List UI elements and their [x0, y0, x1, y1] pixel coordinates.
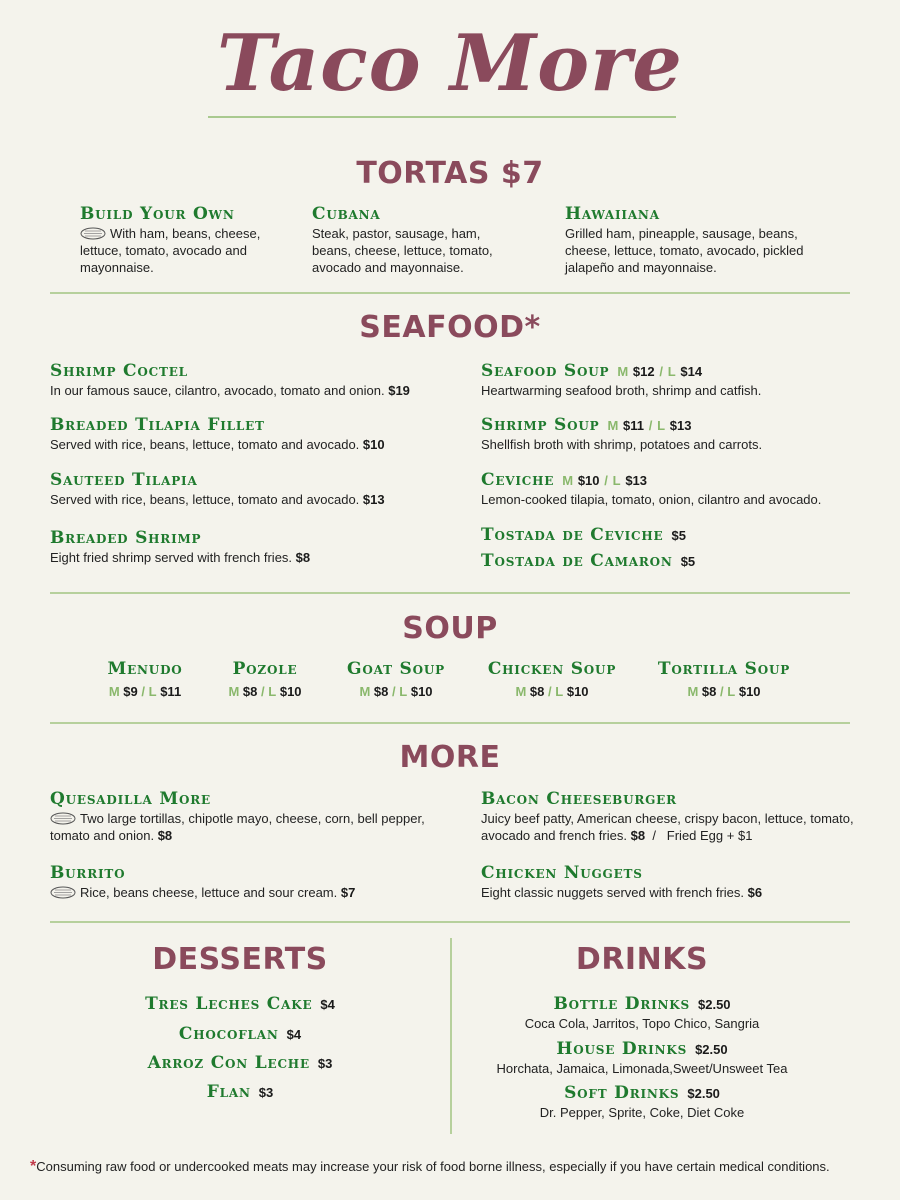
section-title-seafood: SEAFOOD* [359, 310, 541, 345]
item-name: Menudo [107, 659, 183, 679]
price-large: $13 [625, 473, 648, 488]
size-large-label: L [399, 684, 408, 699]
restaurant-logo: Taco More [217, 18, 683, 109]
item-name: Pozole [232, 659, 298, 679]
item-description: With ham, beans, cheese, lettuce, tomato, avocado and mayonnaise. [80, 226, 261, 275]
item-description: Steak, pastor, sausage, ham, beans, cheese, lettuce, tomato, avocado and mayonnaise. [312, 226, 493, 275]
size-large-label: L [148, 684, 157, 699]
item-name: Breaded Tilapia Fillet [50, 415, 265, 435]
item-name: Breaded Shrimp [50, 528, 202, 548]
item-price: $4 [286, 1027, 302, 1042]
size-large-label: L [612, 473, 621, 488]
size-separator: / [261, 684, 265, 699]
item-name: Shrimp Coctel [50, 361, 188, 381]
menu-item-hawaiiana [565, 204, 840, 276]
item-price: $3 [317, 1056, 333, 1071]
item-name: Soft Drinks [564, 1083, 680, 1103]
item-description: Grilled ham, pineapple, sausage, beans, cheese, lettuce, tomato, avocado, pickled jalapeño and mayonnaise. [565, 226, 804, 275]
size-medium-label: M [617, 364, 629, 379]
item-name: Flan [206, 1082, 251, 1102]
item-description: Horchata, Jamaica, Limonada,Sweet/Unsweet Tea [496, 1061, 788, 1076]
size-separator: / [548, 684, 552, 699]
menu-item-pozole [212, 659, 318, 700]
section-title-drinks: DRINKS [575, 942, 709, 977]
item-name: Chocoflan [178, 1024, 279, 1044]
item-price: $8 [630, 828, 646, 843]
item-price: $5 [671, 528, 686, 543]
item-description: Rice, beans cheese, lettuce and sour cream. [80, 885, 338, 900]
size-separator: / [604, 473, 608, 488]
item-price: $8 [157, 828, 173, 843]
size-medium-label: M [228, 684, 240, 699]
size-large-label: L [727, 684, 736, 699]
size-medium-label: M [607, 418, 619, 433]
item-description: In our famous sauce, cilantro, avocado, tomato and onion. [50, 383, 385, 398]
menu-item-chicken-nuggets [481, 863, 861, 901]
menu-item-shrimp-coctel [50, 361, 470, 399]
item-name: Tres Leches Cake [145, 994, 313, 1014]
item-price: $4 [320, 997, 335, 1012]
price-large: $11 [160, 684, 182, 699]
item-name: Quesadilla More [50, 789, 211, 809]
item-description: Served with rice, beans, lettuce, tomato and avocado. [50, 437, 360, 452]
item-name: Tostada de Ceviche [481, 525, 664, 545]
section-title-tortas: TORTAS $7 [356, 156, 544, 191]
section-divider [50, 722, 850, 724]
price-medium: $11 [623, 418, 645, 433]
item-name: Tostada de Camaron [481, 551, 673, 571]
gluten-free-icon [80, 227, 106, 240]
item-description: Heartwarming seafood broth, shrimp and catfish. [481, 383, 762, 398]
section-divider [50, 921, 850, 923]
item-price: $2.50 [687, 1086, 720, 1101]
gluten-free-icon [50, 812, 76, 825]
item-name: Seafood Soup [481, 361, 610, 381]
size-separator: / [659, 364, 663, 379]
size-medium-label: M [108, 684, 120, 699]
menu-item-chicken-soup [472, 659, 632, 700]
section-title-more: MORE [399, 740, 501, 775]
item-price: $7 [340, 885, 356, 900]
price-large: $10 [566, 684, 589, 699]
size-large-label: L [667, 364, 676, 379]
item-name: Tortilla Soup [657, 659, 791, 679]
size-separator: / [648, 418, 653, 433]
menu-item-build-your-own [80, 204, 280, 276]
size-large-label: L [268, 684, 277, 699]
menu-item-soft-drinks [462, 1083, 822, 1121]
menu-item-goat-soup [336, 659, 456, 700]
item-description: Served with rice, beans, lettuce, tomato and avocado. [50, 492, 360, 507]
price-medium: $8 [373, 684, 389, 699]
price-medium: $8 [242, 684, 258, 699]
size-large-label: L [555, 684, 564, 699]
menu-item-bottle-drinks [462, 994, 822, 1032]
item-extra: Fried Egg + $1 [666, 828, 753, 843]
menu-item-cubana [312, 204, 522, 276]
menu-item-arroz-con-leche [40, 1053, 440, 1073]
size-medium-label: M [515, 684, 527, 699]
menu-item-shrimp-soup [481, 415, 861, 453]
item-description: Lemon-cooked tilapia, tomato, onion, cilantro and avocado. [481, 492, 822, 507]
raw-food-disclaimer [30, 1158, 830, 1176]
item-description: Eight fried shrimp served with french fries. [50, 550, 293, 565]
item-name: Hawaiiana [565, 204, 660, 224]
item-description: Two large tortillas, chipotle mayo, cheese, corn, bell pepper, tomato and onion. [50, 811, 425, 843]
item-name: Shrimp Soup [481, 415, 600, 435]
price-medium: $9 [123, 684, 138, 699]
disclaimer-text: Consuming raw food or undercooked meats may increase your risk of food borne illness, especially if you have certain medical conditions. [36, 1159, 830, 1174]
menu-item-quesadilla-more [50, 789, 430, 844]
menu-item-ceviche [481, 470, 861, 508]
item-price: $2.50 [695, 1042, 728, 1057]
logo-divider [208, 116, 676, 118]
item-name: House Drinks [556, 1039, 688, 1059]
size-medium-label: M [562, 473, 574, 488]
size-medium-label: M [687, 684, 699, 699]
item-name: Arroz Con Leche [147, 1053, 310, 1073]
menu-item-sauteed-tilapia [50, 470, 470, 508]
size-medium-label: M [359, 684, 371, 699]
item-price: $8 [295, 550, 311, 565]
item-name: Sauteed Tilapia [50, 470, 198, 490]
section-divider [50, 592, 850, 594]
item-description: Eight classic nuggets served with french fries. [481, 885, 745, 900]
menu-item-seafood-soup [481, 361, 861, 399]
item-name: Goat Soup [347, 659, 445, 679]
price-large: $14 [680, 364, 703, 379]
menu-item-chocoflan [40, 1024, 440, 1044]
menu-item-burrito [50, 863, 430, 901]
size-separator: / [392, 684, 396, 699]
item-name: Chicken Nuggets [481, 863, 643, 883]
size-separator: / [141, 684, 145, 699]
menu-item-tres-leches-cake [40, 994, 440, 1014]
item-price: $19 [388, 383, 410, 398]
item-description: Juicy beef patty, American cheese, crispy bacon, lettuce, tomato, avocado and french fries. [481, 811, 854, 843]
size-large-label: L [657, 418, 666, 433]
price-medium: $12 [632, 364, 655, 379]
item-name: Ceviche [481, 470, 555, 490]
asterisk: * [30, 1158, 37, 1175]
item-description: Shellfish broth with shrimp, potatoes and carrots. [481, 437, 763, 452]
menu-item-breaded-shrimp [50, 528, 470, 566]
item-name: Burrito [50, 863, 126, 883]
menu-item-menudo [90, 659, 200, 700]
price-medium: $8 [529, 684, 545, 699]
gluten-free-icon [50, 886, 76, 899]
item-name: Bacon Cheeseburger [481, 789, 677, 809]
section-title-desserts: DESSERTS [152, 942, 328, 977]
item-name: Bottle Drinks [553, 994, 690, 1014]
item-name: Chicken Soup [487, 659, 617, 679]
size-separator: / [720, 684, 724, 699]
section-divider [50, 292, 850, 294]
menu-item-tortilla-soup [644, 659, 804, 700]
menu-item-bacon-cheeseburger [481, 789, 861, 844]
item-name: Build Your Own [80, 204, 235, 224]
price-large: $13 [669, 418, 692, 433]
price-large: $10 [410, 684, 433, 699]
menu-item-house-drinks [462, 1039, 822, 1077]
item-description: Dr. Pepper, Sprite, Coke, Diet Coke [539, 1105, 745, 1120]
item-name: Cubana [312, 204, 381, 224]
price-large: $10 [279, 684, 302, 699]
item-description: Coca Cola, Jarritos, Topo Chico, Sangria [524, 1016, 760, 1031]
menu-item-tostada-de-ceviche [481, 525, 861, 545]
price-medium: $10 [577, 473, 600, 488]
item-price: $13 [362, 492, 385, 507]
menu-item-flan [40, 1082, 440, 1102]
price-large: $10 [738, 684, 761, 699]
price-medium: $8 [701, 684, 717, 699]
section-title-soup: SOUP [402, 611, 498, 646]
price-separator: / [652, 828, 656, 843]
item-price: $3 [258, 1085, 274, 1100]
item-price: $2.50 [698, 997, 731, 1012]
item-price: $6 [747, 885, 763, 900]
menu-item-tostada-de-camaron [481, 551, 861, 571]
item-price: $10 [362, 437, 385, 452]
column-divider [450, 938, 452, 1134]
menu-item-breaded-tilapia-fillet [50, 415, 470, 453]
item-price: $5 [680, 554, 696, 569]
